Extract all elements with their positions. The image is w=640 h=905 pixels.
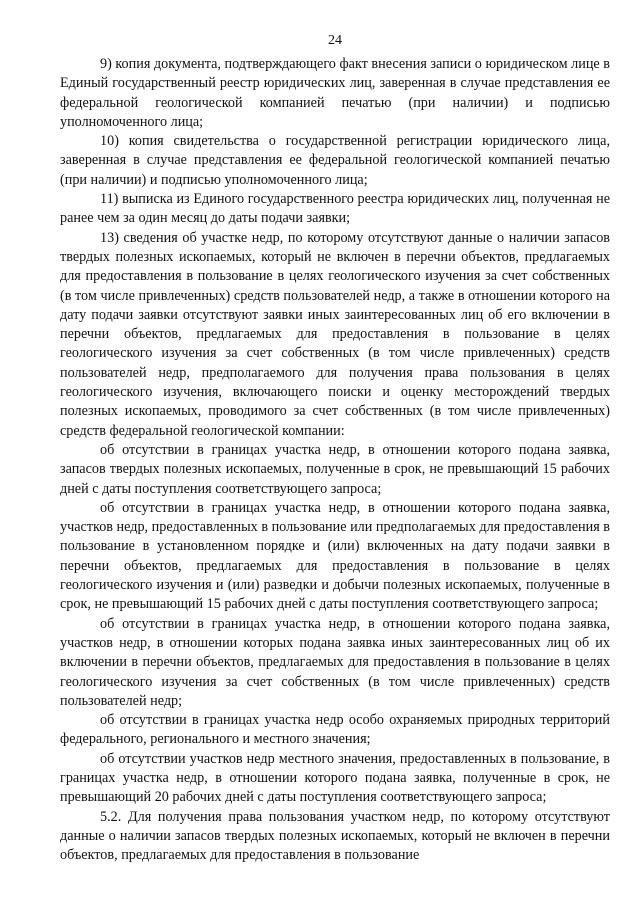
paragraph-no-other-applications: об отсутствии в границах участка недр, в отношении которого подана заявка, участков недр, в отношении которых подана заявка иных заинтересованных лиц об их включении в перечни объектов, предлагаемых для предоставления в пользование в целях геологического изучения за счет собственных (в том числе привлеченных) средств пользователей недр;: [60, 615, 610, 709]
paragraph-no-subsoil-plots: об отсутствии в границах участка недр, в отношении которого подана заявка, участков недр, предоставленных в пользование или предполагаемых для предоставления в пользование в установленном порядке и (или) включенных на дату подачи заявки в перечни объектов, предлагаемых для предоставления в пользование в целях геологического изучения и (или) разведки и добычи полезных ископаемых, полученные в срок, не превышающий 15 рабочих дней с даты поступления соответствующего запроса;: [60, 499, 610, 613]
paragraph-section-5-2: 5.2. Для получения права пользования участком недр, по которому отсутствуют данные о наличии запасов твердых полезных ископаемых, который не включен в перечни объектов, предлагаемых для предоставления в пользование: [60, 808, 610, 864]
paragraph-item-10: 10) копия свидетельства о государственной регистрации юридического лица, заверенная в случае представления ее федеральной геологической компанией печатью (при наличии) и подписью уполномоченного лица;: [60, 133, 610, 188]
paragraph-no-reserves: об отсутствии в границах участка недр, в отношении которого подана заявка, запасов твердых полезных ископаемых, полученные в срок, не превышающий 15 рабочих дней с даты поступления соответствующего запроса;: [60, 441, 610, 497]
paragraph-item-13: 13) сведения об участке недр, по которому отсутствуют данные о наличии запасов твердых полезных ископаемых, который не включен в перечни объектов, предлагаемых для предоставления в пользование в целях геологического изучения за счет собственных (в том числе привлеченных) средств пользователей недр, а также в отношении которого на дату подачи заявки отсутствуют заявки иных заинтересованных лиц об его включении в перечни объектов, предлагаемых для предоставления в пользование в целях геологического изучения за счет собственных (в том числе привлеченных) средств пользователей недр, предполагаемого для получения права пользования в целях геологического изучения, включающего поиски и оценку месторождений твердых полезных ископаемых, проводимого за счет собственных (в том числе привлеченных) средств федеральной геологической компании:: [60, 229, 610, 439]
paragraph-no-local-plots: об отсутствии участков недр местного значения, предоставленных в пользование, в границах участка недр, в отношении которого подана заявка, полученные в срок, не превышающий 20 рабочих дней с даты поступления соответствующего запроса;: [60, 750, 610, 806]
page-number: 24: [328, 33, 342, 48]
paragraph-item-9: 9) копия документа, подтверждающего факт внесения записи о юридическом лице в Единый государственный реестр юридических лиц, заверенная в случае представления ее федеральной геологической компанией печатью (при наличии) и подписью уполномоченного лица;: [60, 56, 610, 130]
paragraph-no-protected-areas: об отсутствии в границах участка недр особо охраняемых природных территорий федерального, регионального и местного значения;: [60, 712, 610, 748]
paragraph-item-11: 11) выписка из Единого государственного реестра юридических лиц, полученная не ранее чем за один месяц до даты подачи заявки;: [60, 191, 610, 227]
